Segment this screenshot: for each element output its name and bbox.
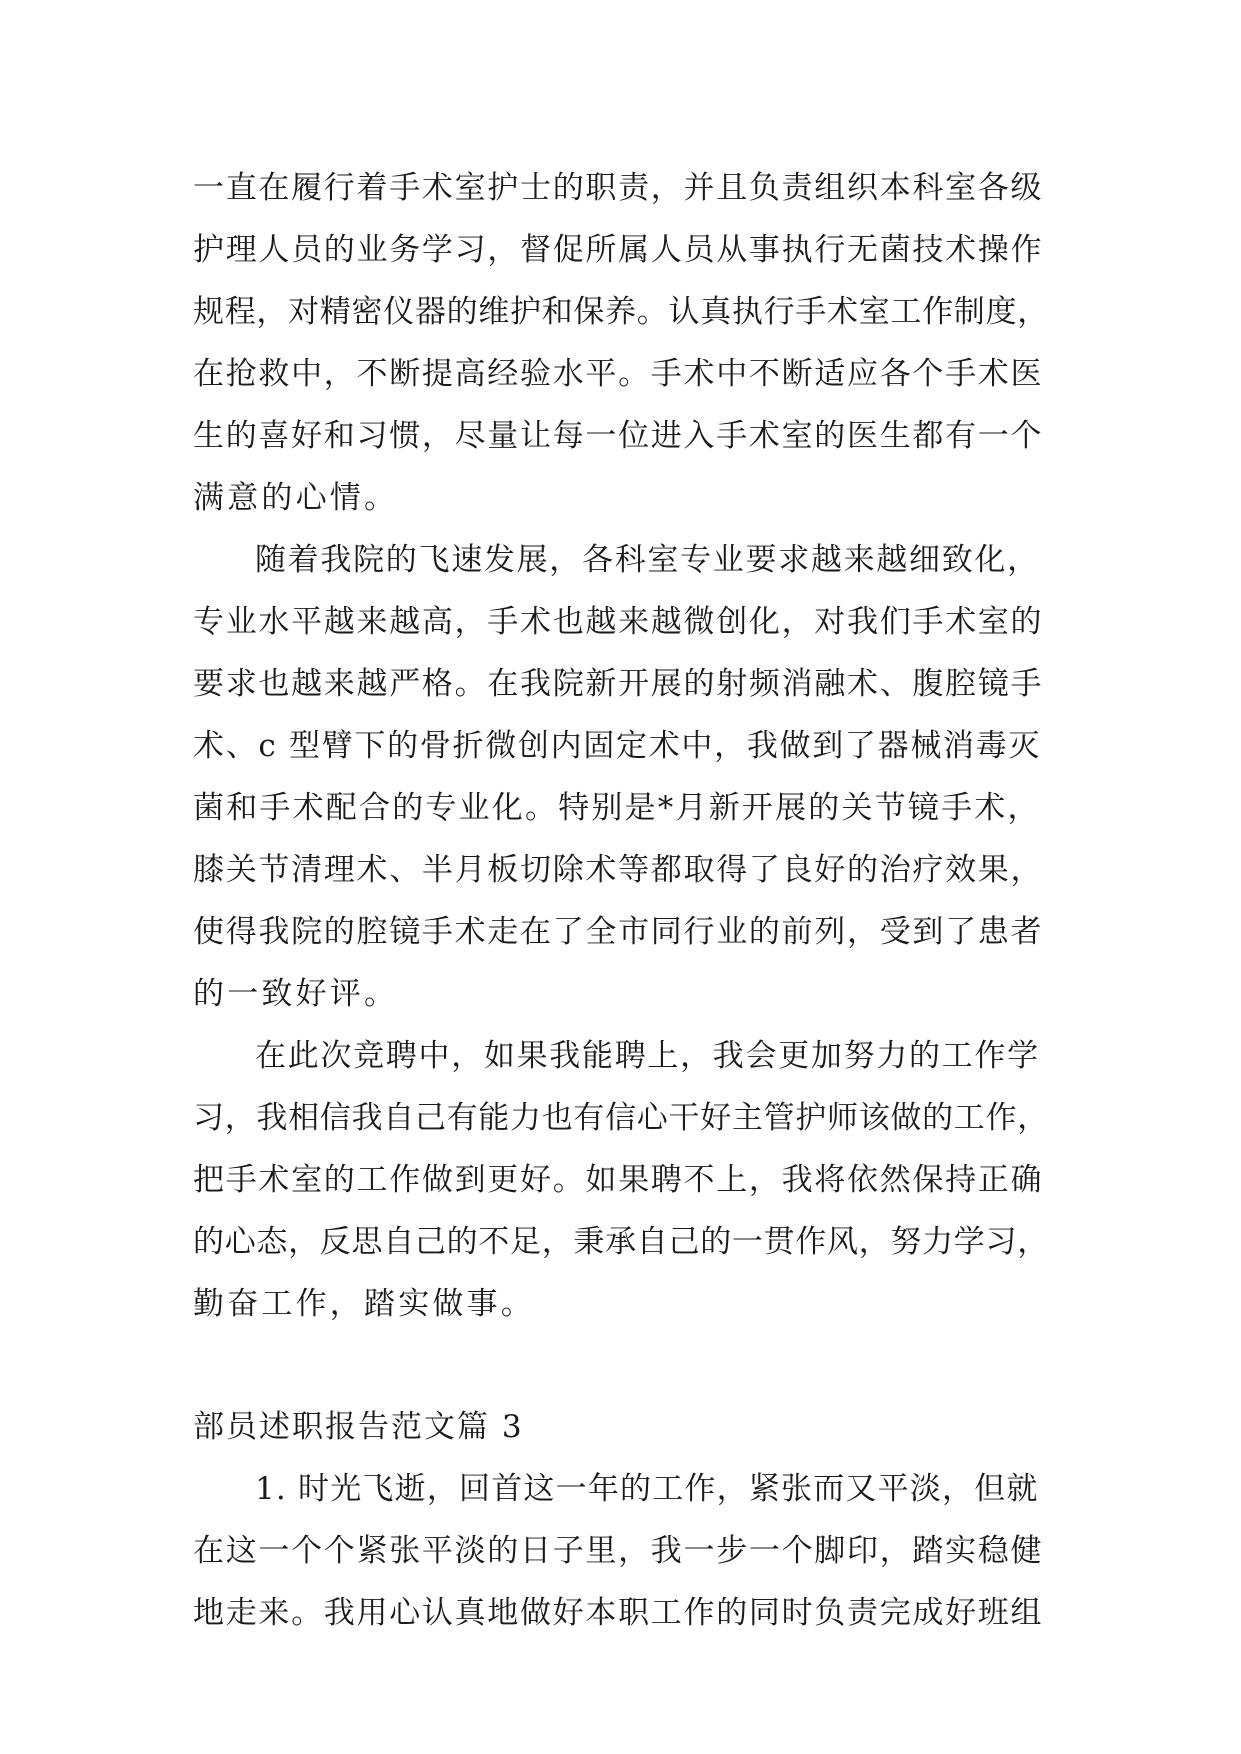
- paragraph-2-line-1: 随着我院的飞速发展，各科室专业要求越来越细致化，: [255, 542, 1040, 578]
- section-paragraph-line-3: 地走来。我用心认真地做好本职工作的同时负责完成好班组: [193, 1595, 1044, 1631]
- section-paragraph-line-2: 在这一个个紧张平淡的日子里，我一步一个脚印，踏实稳健: [193, 1533, 1044, 1569]
- paragraph-3-line-2: 习，我相信我自己有能力也有信心干好主管护师该做的工作，: [193, 1100, 1049, 1136]
- paragraph-2-line-7: 使得我院的腔镜手术走在了全市同行业的前列，受到了患者: [193, 914, 1044, 950]
- paragraph-1-line-6: 满意的心情。: [193, 480, 399, 516]
- paragraph-1-line-3: 规程，对精密仪器的维护和保养。认真执行手术室工作制度，: [193, 294, 1049, 330]
- paragraph-1-line-1: 一直在履行着手术室护士的职责，并且负责组织本科室各级: [193, 170, 1044, 206]
- paragraph-2-line-5: 菌和手术配合的专业化。特别是*月新开展的关节镜手术，: [193, 790, 1041, 826]
- paragraph-2-line-6: 膝关节清理术、半月板切除术等都取得了良好的治疗效果，: [193, 852, 1044, 888]
- paragraph-3-line-3: 把手术室的工作做到更好。如果聘不上，我将依然保持正确: [193, 1162, 1044, 1198]
- paragraph-1-line-5: 生的喜好和习惯，尽量让每一位进入手术室的医生都有一个: [193, 418, 1044, 454]
- paragraph-3-line-1: 在此次竞聘中，如果我能聘上，我会更加努力的工作学: [255, 1038, 1040, 1074]
- paragraph-3-line-4: 的心态，反思自己的不足，秉承自己的一贯作风，努力学习，: [193, 1224, 1049, 1260]
- paragraph-3-line-5: 勤奋工作，踏实做事。: [193, 1286, 535, 1322]
- paragraph-2-line-2: 专业水平越来越高，手术也越来越微创化，对我们手术室的: [193, 604, 1044, 640]
- section-paragraph-line-1: 1. 时光飞逝，回首这一年的工作，紧张而又平淡，但就: [255, 1471, 1039, 1507]
- paragraph-2-line-3: 要求也越来越严格。在我院新开展的射频消融术、腹腔镜手: [193, 666, 1044, 702]
- paragraph-2-line-8: 的一致好评。: [193, 976, 399, 1012]
- paragraph-1-line-2: 护理人员的业务学习，督促所属人员从事执行无菌技术操作: [193, 232, 1044, 268]
- section-heading: 部员述职报告范文篇 3: [193, 1409, 524, 1445]
- paragraph-1-line-4: 在抢救中，不断提高经验水平。手术中不断适应各个手术医: [193, 356, 1044, 392]
- paragraph-2-line-4: 术、c 型臂下的骨折微创内固定术中，我做到了器械消毒灭: [193, 728, 1042, 764]
